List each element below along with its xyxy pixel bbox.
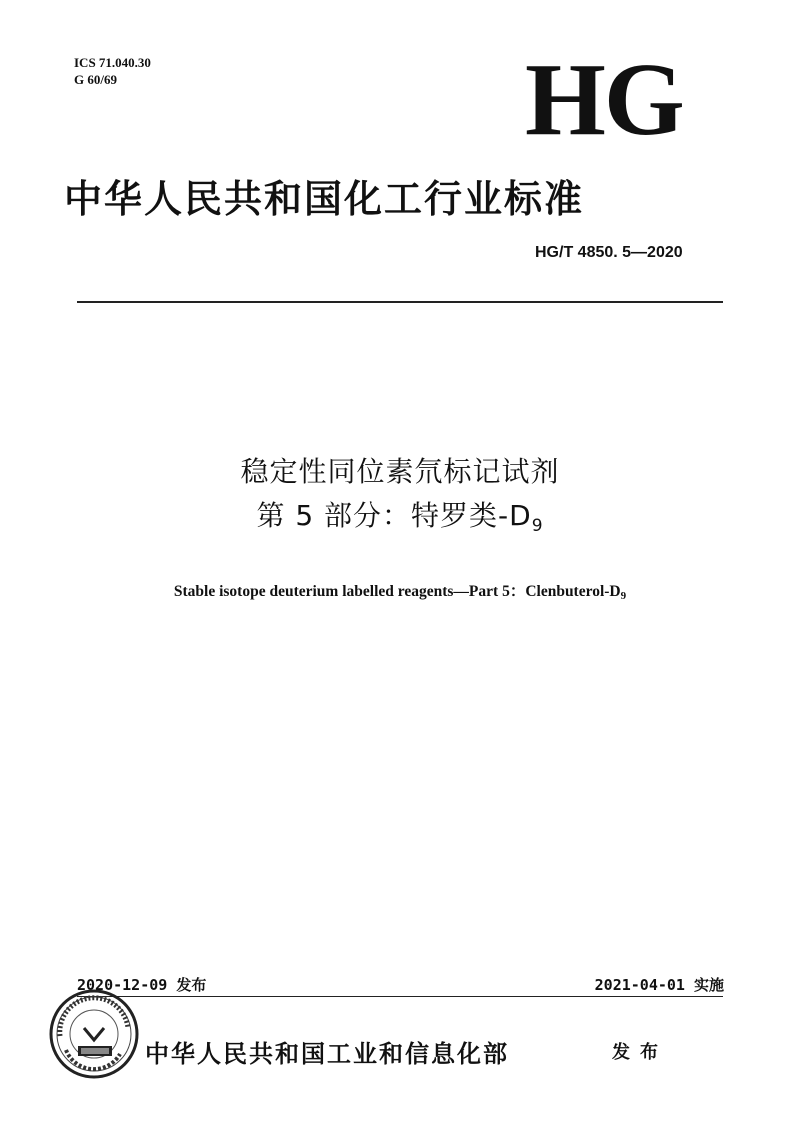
hg-logo: HG: [525, 42, 683, 157]
ics-code: ICS 71.040.30: [74, 55, 151, 70]
standard-code: HG/T 4850. 5—2020: [535, 244, 683, 261]
standard-category: 中华人民共和国化工行业标准: [64, 177, 585, 221]
top-divider: [77, 301, 723, 303]
english-title-main: Stable isotope deuterium labelled reagents—Part 5：Clenbuterol-D: [173, 583, 621, 600]
document-title-subscript: 9: [531, 516, 544, 536]
document-title-line2-main: 第 5 部分：特罗类-D: [256, 499, 532, 532]
english-title-subscript: 9: [620, 590, 627, 602]
publisher-name: 中华人民共和国工业和信息化部: [145, 1040, 509, 1068]
implementation-date: 2021-04-01 实施: [594, 976, 724, 994]
document-title-line1: 稳定性同位素氘标记试剂: [240, 455, 560, 488]
english-title: [0, 579, 800, 602]
document-title-line2: [0, 494, 800, 536]
issue-date: 2020-12-09 发布: [77, 976, 207, 994]
publisher-seal-icon: [48, 988, 140, 1080]
ccs-code: G 60/69: [74, 72, 117, 87]
publish-label: 发布: [612, 1042, 668, 1063]
classification-codes: [74, 54, 151, 88]
bottom-divider: [77, 996, 723, 997]
